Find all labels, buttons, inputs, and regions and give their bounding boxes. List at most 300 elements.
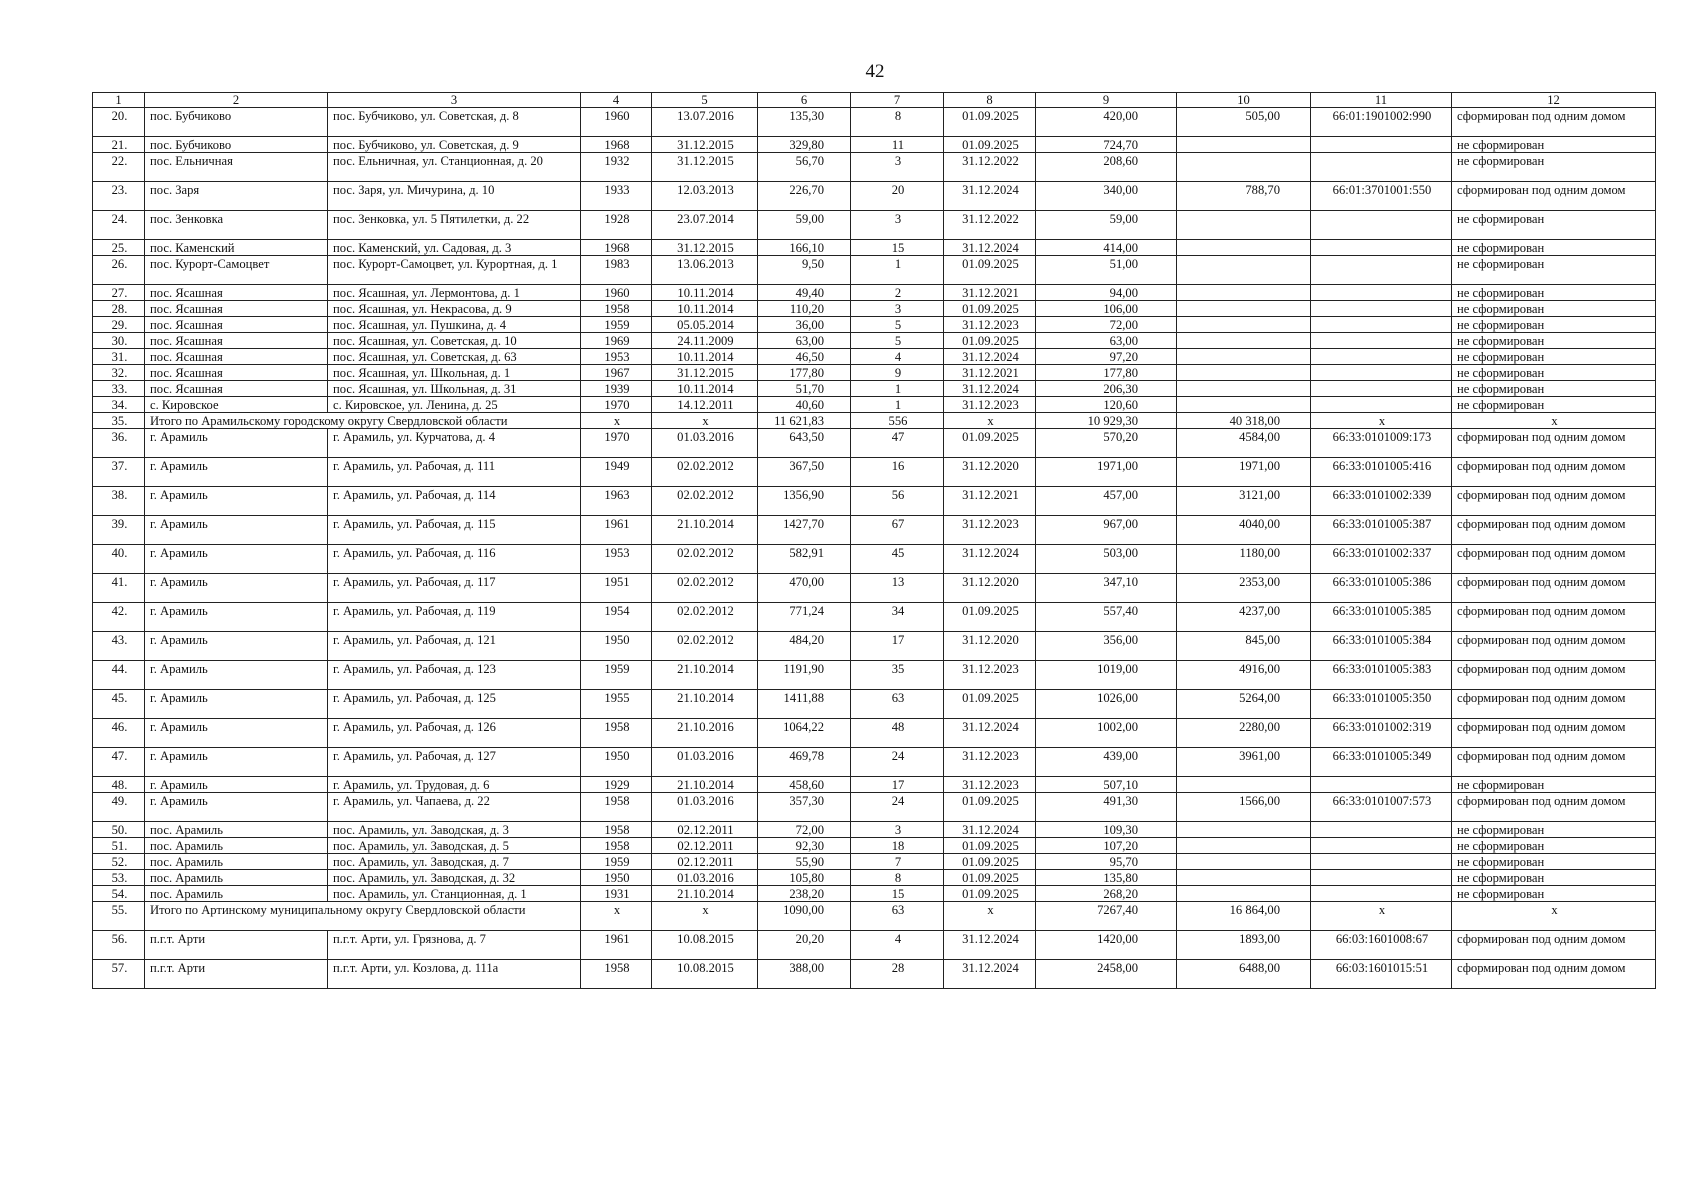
area2-cell: 457,00 [1036, 487, 1177, 516]
deadline-cell: 31.12.2021 [944, 365, 1036, 381]
area2-cell: 10 929,30 [1036, 413, 1177, 429]
settlement-cell: п.г.т. Арти [145, 931, 328, 960]
table-row [93, 153, 1656, 182]
settlement-cell: пос. Арамиль [145, 822, 328, 838]
year-cell: 1950 [581, 632, 652, 661]
land-area-cell [1177, 838, 1311, 854]
area2-cell: 120,60 [1036, 397, 1177, 413]
year-cell: 1968 [581, 240, 652, 256]
row-number: 35. [93, 413, 145, 429]
row-number: 31. [93, 349, 145, 365]
table-row [93, 516, 1656, 545]
date-cell: x [652, 902, 758, 931]
deadline-cell: 31.12.2024 [944, 240, 1036, 256]
status-cell: не сформирован [1452, 854, 1656, 870]
land-area-cell: 2353,00 [1177, 574, 1311, 603]
cadastre-cell: 66:03:1601015:51 [1311, 960, 1452, 989]
row-number: 20. [93, 108, 145, 137]
area-cell: 9,50 [758, 256, 851, 285]
deadline-cell: 01.09.2025 [944, 333, 1036, 349]
cadastre-cell [1311, 397, 1452, 413]
area-cell: 1356,90 [758, 487, 851, 516]
settlement-cell: пос. Ельничная [145, 153, 328, 182]
address-cell: г. Арамиль, ул. Рабочая, д. 119 [328, 603, 581, 632]
table-row [93, 838, 1656, 854]
settlement-cell: пос. Ясашная [145, 285, 328, 301]
settlement-cell: пос. Арамиль [145, 886, 328, 902]
land-area-cell [1177, 240, 1311, 256]
deadline-cell: 01.09.2025 [944, 137, 1036, 153]
row-number: 23. [93, 182, 145, 211]
column-number: 6 [758, 93, 851, 108]
address-cell: пос. Арамиль, ул. Станционная, д. 1 [328, 886, 581, 902]
land-area-cell [1177, 886, 1311, 902]
status-cell: сформирован под одним домом [1452, 108, 1656, 137]
row-number: 57. [93, 960, 145, 989]
row-number: 24. [93, 211, 145, 240]
status-cell: не сформирован [1452, 349, 1656, 365]
area-cell: 166,10 [758, 240, 851, 256]
date-cell: 02.02.2012 [652, 458, 758, 487]
cadastre-cell: 66:33:0101005:350 [1311, 690, 1452, 719]
status-cell: не сформирован [1452, 886, 1656, 902]
address-cell: г. Арамиль, ул. Чапаева, д. 22 [328, 793, 581, 822]
area-cell: 49,40 [758, 285, 851, 301]
area-cell: 329,80 [758, 137, 851, 153]
area2-cell: 414,00 [1036, 240, 1177, 256]
subtotal-row [93, 413, 1656, 429]
area-cell: 643,50 [758, 429, 851, 458]
cadastre-cell: 66:33:0101007:573 [1311, 793, 1452, 822]
deadline-cell: 31.12.2021 [944, 285, 1036, 301]
area2-cell: 503,00 [1036, 545, 1177, 574]
cadastre-cell [1311, 137, 1452, 153]
area-cell: 1090,00 [758, 902, 851, 931]
land-area-cell [1177, 317, 1311, 333]
status-cell: x [1452, 902, 1656, 931]
land-area-cell [1177, 349, 1311, 365]
area-cell: 36,00 [758, 317, 851, 333]
cadastre-cell: 66:33:0101002:337 [1311, 545, 1452, 574]
land-area-cell: 6488,00 [1177, 960, 1311, 989]
residents-cell: 17 [851, 777, 944, 793]
row-number: 30. [93, 333, 145, 349]
land-area-cell: 40 318,00 [1177, 413, 1311, 429]
column-number: 11 [1311, 93, 1452, 108]
status-cell: не сформирован [1452, 397, 1656, 413]
subtotal-row [93, 902, 1656, 931]
area2-cell: 94,00 [1036, 285, 1177, 301]
area2-cell: 507,10 [1036, 777, 1177, 793]
status-cell: не сформирован [1452, 240, 1656, 256]
cadastre-cell [1311, 838, 1452, 854]
date-cell: 13.06.2013 [652, 256, 758, 285]
deadline-cell: 31.12.2023 [944, 317, 1036, 333]
status-cell: сформирован под одним домом [1452, 931, 1656, 960]
table-row [93, 822, 1656, 838]
status-cell: не сформирован [1452, 838, 1656, 854]
address-cell: пос. Ясашная, ул. Школьная, д. 31 [328, 381, 581, 397]
date-cell: 02.02.2012 [652, 603, 758, 632]
address-cell: пос. Арамиль, ул. Заводская, д. 7 [328, 854, 581, 870]
date-cell: 10.11.2014 [652, 381, 758, 397]
address-cell: г. Арамиль, ул. Рабочая, д. 115 [328, 516, 581, 545]
status-cell: сформирован под одним домом [1452, 632, 1656, 661]
area2-cell: 106,00 [1036, 301, 1177, 317]
housing-register-table [92, 92, 1656, 989]
date-cell: 21.10.2014 [652, 661, 758, 690]
cadastre-cell: 66:33:0101005:385 [1311, 603, 1452, 632]
settlement-cell: г. Арамиль [145, 777, 328, 793]
address-cell: п.г.т. Арти, ул. Грязнова, д. 7 [328, 931, 581, 960]
settlement-cell: п.г.т. Арти [145, 960, 328, 989]
status-cell: сформирован под одним домом [1452, 458, 1656, 487]
area-cell: 135,30 [758, 108, 851, 137]
area-cell: 105,80 [758, 870, 851, 886]
cadastre-cell: 66:33:0101005:416 [1311, 458, 1452, 487]
cadastre-cell: 66:01:3701001:550 [1311, 182, 1452, 211]
status-cell: не сформирован [1452, 256, 1656, 285]
date-cell: 13.07.2016 [652, 108, 758, 137]
row-number: 29. [93, 317, 145, 333]
land-area-cell: 505,00 [1177, 108, 1311, 137]
deadline-cell: 31.12.2020 [944, 574, 1036, 603]
year-cell: x [581, 902, 652, 931]
settlement-cell: г. Арамиль [145, 458, 328, 487]
cadastre-cell [1311, 153, 1452, 182]
row-number: 51. [93, 838, 145, 854]
address-cell: п.г.т. Арти, ул. Козлова, д. 111а [328, 960, 581, 989]
cadastre-cell [1311, 256, 1452, 285]
deadline-cell: 31.12.2023 [944, 777, 1036, 793]
table-row [93, 661, 1656, 690]
row-number: 27. [93, 285, 145, 301]
row-number: 55. [93, 902, 145, 931]
area-cell: 771,24 [758, 603, 851, 632]
residents-cell: 45 [851, 545, 944, 574]
residents-cell: 18 [851, 838, 944, 854]
residents-cell: 20 [851, 182, 944, 211]
area2-cell: 59,00 [1036, 211, 1177, 240]
area-cell: 1411,88 [758, 690, 851, 719]
cadastre-cell [1311, 886, 1452, 902]
date-cell: 21.10.2014 [652, 886, 758, 902]
column-number: 4 [581, 93, 652, 108]
row-number: 37. [93, 458, 145, 487]
land-area-cell [1177, 397, 1311, 413]
date-cell: 10.08.2015 [652, 960, 758, 989]
date-cell: 21.10.2016 [652, 719, 758, 748]
area-cell: 469,78 [758, 748, 851, 777]
address-cell: г. Арамиль, ул. Рабочая, д. 126 [328, 719, 581, 748]
settlement-cell: г. Арамиль [145, 516, 328, 545]
area2-cell: 63,00 [1036, 333, 1177, 349]
year-cell: 1949 [581, 458, 652, 487]
area-cell: 582,91 [758, 545, 851, 574]
residents-cell: 556 [851, 413, 944, 429]
status-cell: сформирован под одним домом [1452, 719, 1656, 748]
row-number: 52. [93, 854, 145, 870]
residents-cell: 24 [851, 748, 944, 777]
residents-cell: 3 [851, 301, 944, 317]
table-row [93, 349, 1656, 365]
status-cell: не сформирован [1452, 285, 1656, 301]
area2-cell: 347,10 [1036, 574, 1177, 603]
year-cell: 1931 [581, 886, 652, 902]
address-cell: г. Арамиль, ул. Курчатова, д. 4 [328, 429, 581, 458]
status-cell: не сформирован [1452, 870, 1656, 886]
row-number: 21. [93, 137, 145, 153]
deadline-cell: 01.09.2025 [944, 690, 1036, 719]
area2-cell: 206,30 [1036, 381, 1177, 397]
deadline-cell: 01.09.2025 [944, 429, 1036, 458]
settlement-cell: г. Арамиль [145, 793, 328, 822]
settlement-cell: пос. Каменский [145, 240, 328, 256]
area-cell: 238,20 [758, 886, 851, 902]
settlement-cell: пос. Ясашная [145, 365, 328, 381]
cadastre-cell [1311, 870, 1452, 886]
year-cell: 1953 [581, 349, 652, 365]
residents-cell: 15 [851, 886, 944, 902]
cadastre-cell [1311, 333, 1452, 349]
date-cell: 02.12.2011 [652, 838, 758, 854]
date-cell: 31.12.2015 [652, 137, 758, 153]
address-cell: г. Арамиль, ул. Рабочая, д. 127 [328, 748, 581, 777]
residents-cell: 5 [851, 333, 944, 349]
area2-cell: 268,20 [1036, 886, 1177, 902]
row-number: 46. [93, 719, 145, 748]
year-cell: 1932 [581, 153, 652, 182]
address-cell: г. Арамиль, ул. Трудовая, д. 6 [328, 777, 581, 793]
cadastre-cell: 66:33:0101002:319 [1311, 719, 1452, 748]
row-number: 50. [93, 822, 145, 838]
residents-cell: 1 [851, 397, 944, 413]
address-cell: пос. Ясашная, ул. Школьная, д. 1 [328, 365, 581, 381]
row-number: 48. [93, 777, 145, 793]
settlement-cell: г. Арамиль [145, 748, 328, 777]
deadline-cell: 31.12.2024 [944, 349, 1036, 365]
table-row [93, 931, 1656, 960]
year-cell: 1970 [581, 429, 652, 458]
land-area-cell [1177, 153, 1311, 182]
residents-cell: 4 [851, 349, 944, 365]
status-cell: не сформирован [1452, 211, 1656, 240]
area-cell: 388,00 [758, 960, 851, 989]
status-cell: сформирован под одним домом [1452, 574, 1656, 603]
settlement-cell: г. Арамиль [145, 603, 328, 632]
address-cell: пос. Каменский, ул. Садовая, д. 3 [328, 240, 581, 256]
row-number: 22. [93, 153, 145, 182]
area2-cell: 1420,00 [1036, 931, 1177, 960]
deadline-cell: 01.09.2025 [944, 793, 1036, 822]
area-cell: 458,60 [758, 777, 851, 793]
land-area-cell: 4237,00 [1177, 603, 1311, 632]
cadastre-cell: 66:01:1901002:990 [1311, 108, 1452, 137]
column-number: 12 [1452, 93, 1656, 108]
deadline-cell: 31.12.2023 [944, 516, 1036, 545]
table-row [93, 317, 1656, 333]
area2-cell: 439,00 [1036, 748, 1177, 777]
land-area-cell [1177, 822, 1311, 838]
table-row [93, 397, 1656, 413]
table-row [93, 240, 1656, 256]
row-number: 49. [93, 793, 145, 822]
area-cell: 367,50 [758, 458, 851, 487]
year-cell: 1950 [581, 870, 652, 886]
settlement-cell: г. Арамиль [145, 429, 328, 458]
land-area-cell [1177, 211, 1311, 240]
row-number: 33. [93, 381, 145, 397]
table-row [93, 793, 1656, 822]
table-row [93, 854, 1656, 870]
year-cell: 1959 [581, 661, 652, 690]
row-number: 36. [93, 429, 145, 458]
area2-cell: 51,00 [1036, 256, 1177, 285]
table-row [93, 632, 1656, 661]
year-cell: 1958 [581, 301, 652, 317]
land-area-cell [1177, 365, 1311, 381]
deadline-cell: 01.09.2025 [944, 838, 1036, 854]
row-number: 28. [93, 301, 145, 317]
deadline-cell: 31.12.2022 [944, 153, 1036, 182]
table-row [93, 545, 1656, 574]
year-cell: 1959 [581, 854, 652, 870]
area2-cell: 135,80 [1036, 870, 1177, 886]
area-cell: 484,20 [758, 632, 851, 661]
land-area-cell: 4584,00 [1177, 429, 1311, 458]
residents-cell: 2 [851, 285, 944, 301]
date-cell: 10.08.2015 [652, 931, 758, 960]
table-row [93, 748, 1656, 777]
settlement-cell: пос. Заря [145, 182, 328, 211]
row-number: 43. [93, 632, 145, 661]
land-area-cell: 4040,00 [1177, 516, 1311, 545]
land-area-cell [1177, 870, 1311, 886]
deadline-cell: 31.12.2024 [944, 381, 1036, 397]
residents-cell: 24 [851, 793, 944, 822]
residents-cell: 3 [851, 153, 944, 182]
table-row [93, 719, 1656, 748]
residents-cell: 5 [851, 317, 944, 333]
cadastre-cell [1311, 365, 1452, 381]
column-number: 3 [328, 93, 581, 108]
deadline-cell: 01.09.2025 [944, 854, 1036, 870]
date-cell: 10.11.2014 [652, 285, 758, 301]
land-area-cell [1177, 137, 1311, 153]
address-cell: г. Арамиль, ул. Рабочая, д. 114 [328, 487, 581, 516]
area2-cell: 1019,00 [1036, 661, 1177, 690]
deadline-cell: x [944, 902, 1036, 931]
residents-cell: 7 [851, 854, 944, 870]
residents-cell: 56 [851, 487, 944, 516]
year-cell: 1953 [581, 545, 652, 574]
date-cell: 31.12.2015 [652, 153, 758, 182]
table-row [93, 429, 1656, 458]
residents-cell: 9 [851, 365, 944, 381]
settlement-cell: пос. Зенковка [145, 211, 328, 240]
area2-cell: 109,30 [1036, 822, 1177, 838]
year-cell: 1968 [581, 137, 652, 153]
settlement-cell: пос. Арамиль [145, 854, 328, 870]
residents-cell: 16 [851, 458, 944, 487]
status-cell: сформирован под одним домом [1452, 690, 1656, 719]
table-row [93, 333, 1656, 349]
residents-cell: 8 [851, 108, 944, 137]
area-cell: 55,90 [758, 854, 851, 870]
row-number: 32. [93, 365, 145, 381]
cadastre-cell [1311, 349, 1452, 365]
land-area-cell: 2280,00 [1177, 719, 1311, 748]
status-cell: сформирован под одним домом [1452, 603, 1656, 632]
year-cell: 1960 [581, 285, 652, 301]
year-cell: 1959 [581, 317, 652, 333]
date-cell: 05.05.2014 [652, 317, 758, 333]
land-area-cell: 1893,00 [1177, 931, 1311, 960]
year-cell: 1961 [581, 931, 652, 960]
settlement-cell: пос. Ясашная [145, 333, 328, 349]
address-cell: пос. Арамиль, ул. Заводская, д. 32 [328, 870, 581, 886]
year-cell: 1954 [581, 603, 652, 632]
settlement-cell: г. Арамиль [145, 661, 328, 690]
address-cell: пос. Ясашная, ул. Некрасова, д. 9 [328, 301, 581, 317]
area2-cell: 420,00 [1036, 108, 1177, 137]
year-cell: 1958 [581, 719, 652, 748]
address-cell: г. Арамиль, ул. Рабочая, д. 123 [328, 661, 581, 690]
cadastre-cell: x [1311, 902, 1452, 931]
year-cell: 1955 [581, 690, 652, 719]
deadline-cell: 31.12.2020 [944, 632, 1036, 661]
cadastre-cell [1311, 211, 1452, 240]
land-area-cell: 845,00 [1177, 632, 1311, 661]
date-cell: 23.07.2014 [652, 211, 758, 240]
settlement-cell: пос. Ясашная [145, 381, 328, 397]
area2-cell: 1002,00 [1036, 719, 1177, 748]
area2-cell: 491,30 [1036, 793, 1177, 822]
settlement-cell: пос. Бубчиково [145, 108, 328, 137]
settlement-cell: пос. Бубчиково [145, 137, 328, 153]
date-cell: 02.12.2011 [652, 854, 758, 870]
area-cell: 59,00 [758, 211, 851, 240]
area2-cell: 72,00 [1036, 317, 1177, 333]
table-row [93, 211, 1656, 240]
area2-cell: 340,00 [1036, 182, 1177, 211]
land-area-cell: 4916,00 [1177, 661, 1311, 690]
land-area-cell [1177, 333, 1311, 349]
area-cell: 110,20 [758, 301, 851, 317]
status-cell: не сформирован [1452, 317, 1656, 333]
table-row [93, 137, 1656, 153]
area2-cell: 2458,00 [1036, 960, 1177, 989]
address-cell: г. Арамиль, ул. Рабочая, д. 111 [328, 458, 581, 487]
table-row [93, 574, 1656, 603]
row-number: 25. [93, 240, 145, 256]
residents-cell: 3 [851, 822, 944, 838]
area2-cell: 97,20 [1036, 349, 1177, 365]
area2-cell: 724,70 [1036, 137, 1177, 153]
year-cell: x [581, 413, 652, 429]
year-cell: 1933 [581, 182, 652, 211]
date-cell: 21.10.2014 [652, 690, 758, 719]
column-number: 9 [1036, 93, 1177, 108]
residents-cell: 35 [851, 661, 944, 690]
deadline-cell: 31.12.2024 [944, 822, 1036, 838]
address-cell: пос. Ельничная, ул. Станционная, д. 20 [328, 153, 581, 182]
land-area-cell [1177, 381, 1311, 397]
deadline-cell: 01.09.2025 [944, 108, 1036, 137]
status-cell: x [1452, 413, 1656, 429]
deadline-cell: x [944, 413, 1036, 429]
row-number: 44. [93, 661, 145, 690]
